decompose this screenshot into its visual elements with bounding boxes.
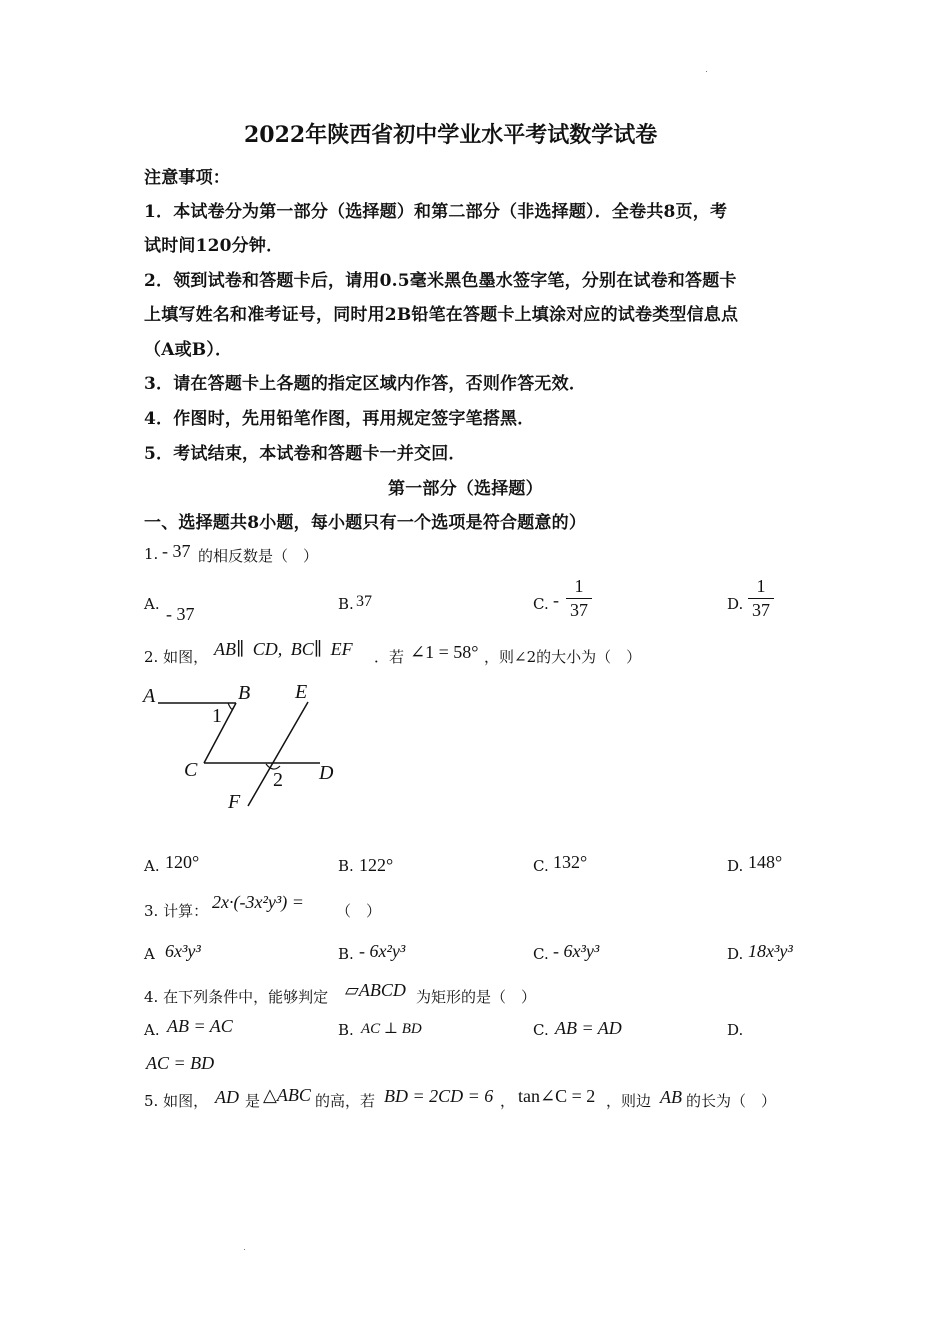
label-b: B: [238, 682, 251, 704]
q2-option-c-value[interactable]: 132°: [553, 852, 588, 872]
q2-expr: AB∥ CD, BC∥ EF: [214, 639, 353, 659]
label-c: C: [184, 759, 198, 781]
q1-suffix: 的相反数是（ ）: [198, 547, 319, 565]
q3-option-c-value[interactable]: - 6x³y³: [553, 941, 600, 961]
q5-height: 的高，若: [315, 1092, 376, 1110]
q1-option-c-denominator: 37: [570, 600, 588, 620]
q4-option-d-label[interactable]: D.: [727, 1021, 744, 1039]
q4-option-c-value[interactable]: AB = AD: [555, 1018, 622, 1038]
q2-option-b-value[interactable]: 122°: [359, 855, 394, 875]
q4-suffix: 为矩形的是（ ）: [416, 988, 537, 1006]
q5-expr2: tan∠C = 2: [518, 1086, 596, 1106]
label-e: E: [295, 681, 308, 703]
notice-line: 4．作图时，先用铅笔作图，再用规定签字笔搭黑．: [144, 409, 535, 429]
q1-option-d-label[interactable]: D.: [727, 595, 744, 613]
part-heading: 第一部分（选择题）: [388, 479, 543, 499]
q4-option-b-value[interactable]: AC ⊥ BD: [361, 1021, 422, 1037]
q3-suffix: （ ）: [336, 902, 382, 920]
q1-option-c-label[interactable]: C.: [533, 595, 549, 613]
notice-line: 1．本试卷分为第一部分（选择题）和第二部分（非选择题）．全卷共8页，考: [144, 202, 728, 222]
q5-triangle: △ABC: [263, 1085, 311, 1105]
q1-option-a-value[interactable]: - 37: [166, 604, 195, 624]
notice-heading: 注意事项：: [144, 168, 230, 188]
q4-option-a-label[interactable]: A.: [144, 1021, 160, 1039]
notice-line: 3．请在答题卡上各题的指定区域内作答，否则作答无效．: [144, 374, 587, 394]
label-a: A: [143, 685, 156, 707]
q4-expr: ▱ABCD: [345, 980, 406, 1000]
q3-option-b-label[interactable]: B.: [338, 945, 354, 963]
q5-is: 是: [245, 1092, 261, 1110]
q4-prefix: 4. 在下列条件中，能够判定: [144, 988, 329, 1006]
q4-option-d-value[interactable]: AC = BD: [146, 1053, 215, 1073]
q1-option-c-numerator: 1: [574, 576, 584, 596]
q3-option-d-label[interactable]: D.: [727, 945, 744, 963]
notice-line: 试时间120分钟．: [144, 236, 284, 256]
q5-ab: AB: [660, 1087, 682, 1107]
q2-option-a-value[interactable]: 120°: [165, 852, 200, 872]
q5-end: 的长为（ ）: [686, 1092, 777, 1110]
q1-option-d-numerator: 1: [756, 576, 766, 596]
q5-comma: ，: [500, 1092, 516, 1110]
notice-line: 上填写姓名和准考证号，同时用2B铅笔在答题卡上填涂对应的试卷类型信息点: [144, 305, 739, 325]
q4-option-a-value[interactable]: AB = AC: [167, 1016, 233, 1036]
label-1: 1: [212, 705, 222, 727]
label-f: F: [228, 791, 241, 813]
q1-option-d-denominator: 37: [752, 600, 770, 620]
q3-expr: 2x·(-3x²y³) =: [212, 892, 304, 912]
q2-option-d-value[interactable]: 148°: [748, 852, 783, 872]
notice-line: 5．考试结束，本试卷和答题卡一并交回．: [144, 444, 466, 464]
q5-ad: AD: [215, 1087, 239, 1107]
q3-option-a-label[interactable]: A: [144, 945, 155, 963]
label-d: D: [319, 762, 334, 784]
q2-prefix: 2. 如图，: [144, 648, 209, 666]
fraction-bar: [748, 598, 774, 599]
q3-option-d-value[interactable]: 18x³y³: [748, 941, 793, 961]
q2-option-a-label[interactable]: A.: [144, 857, 160, 875]
q2-option-c-label[interactable]: C.: [533, 857, 549, 875]
q2-option-b-label[interactable]: B.: [338, 857, 354, 875]
q2-mid: ．若: [374, 648, 405, 666]
q1-option-a-label[interactable]: A.: [144, 595, 160, 613]
q3-option-c-label[interactable]: C.: [533, 945, 549, 963]
q5-expr1: BD = 2CD = 6: [384, 1086, 494, 1106]
q2-suffix: ，则∠2的大小为（ ）: [484, 648, 642, 666]
q4-option-c-label[interactable]: C.: [533, 1021, 549, 1039]
notice-line: 2．领到试卷和答题卡后，请用0.5毫米黑色墨水签字笔，分别在试卷和答题卡: [144, 271, 737, 291]
scan-speck: [706, 71, 707, 72]
q1-prefix: 1.: [144, 545, 159, 563]
scan-speck: [244, 1249, 245, 1250]
q5-prefix: 5. 如图，: [144, 1092, 209, 1110]
q1-expr: - 37: [162, 541, 191, 561]
q3-option-b-value[interactable]: - 6x²y³: [359, 941, 406, 961]
fraction-bar: [566, 598, 592, 599]
q5-suffix: ，则边: [606, 1092, 652, 1110]
q1-option-c-fraction[interactable]: [566, 576, 592, 621]
q2-option-d-label[interactable]: D.: [727, 857, 744, 875]
q1-option-d-fraction[interactable]: [748, 576, 774, 621]
q1-option-b-label[interactable]: B.: [338, 595, 354, 613]
notice-line: （A或B）．: [144, 340, 233, 360]
angle-1-arc: [228, 703, 233, 709]
q4-option-b-label[interactable]: B.: [338, 1021, 354, 1039]
q3-prefix: 3. 计算：: [144, 902, 209, 920]
page-title: 2022年陕西省初中学业水平考试数学试卷: [244, 122, 658, 148]
q2-angle-expr: ∠1 = 58°: [410, 642, 479, 662]
q2-figure: [140, 680, 350, 815]
q3-option-a-value[interactable]: 6x³y³: [165, 941, 201, 961]
label-2: 2: [273, 769, 283, 791]
q1-option-b-value[interactable]: 37: [356, 593, 372, 610]
q1-option-c-sign[interactable]: -: [553, 590, 559, 610]
section-heading: 一、选择题共8小题，每小题只有一个选项是符合题意的）: [144, 513, 587, 533]
